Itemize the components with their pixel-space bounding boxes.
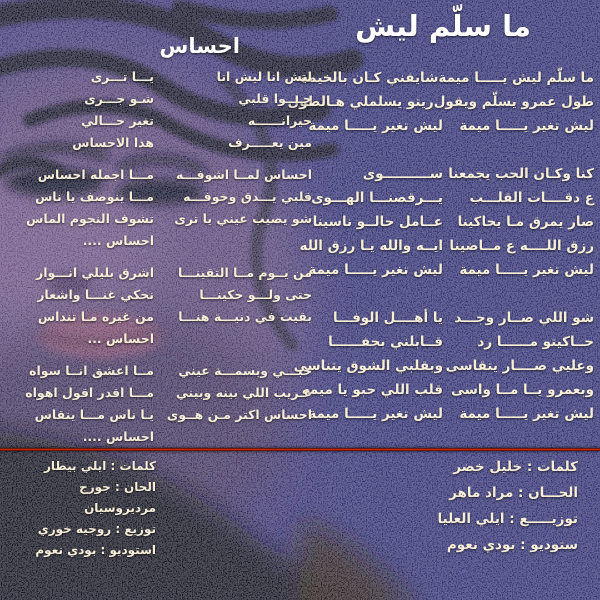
verse-row (292, 114, 594, 138)
verse-row (292, 210, 594, 234)
verse-second-half: نحكي غنـــا واشعار (37, 287, 154, 302)
verse-row (8, 328, 312, 350)
verse-second-half: مـــا اجمله احساس (37, 167, 154, 182)
credit-line: كلمات : ايلي بيطار (44, 459, 156, 473)
verse-second-half: شايفني كـان بالخيمة (299, 70, 439, 86)
song-ma-sallam-leish (287, 8, 594, 450)
verse-second-half: ليش تغير يـــــا ميمة (308, 406, 443, 422)
verse-row (8, 208, 312, 230)
verse-second-half: ايــه والله يـا رزق الله (299, 238, 443, 254)
verse-row (287, 90, 594, 114)
verse-row (292, 186, 594, 210)
credit-line: كلمات : خليل خضر (453, 459, 578, 475)
verse-first-half: شو اللي صــار وجـــد (454, 310, 594, 326)
verse-row (8, 284, 312, 306)
verse-row (8, 164, 312, 186)
verse-row (8, 382, 312, 404)
stanza (8, 262, 312, 350)
verse-first-half (154, 426, 312, 448)
stanza (8, 164, 312, 252)
verse-row (8, 360, 312, 382)
stanza (8, 66, 312, 154)
verse-row (8, 132, 312, 154)
verse-first-half: ع دقــــات القلـــب (469, 190, 594, 206)
verse-second-half: تشوف النجوم الماس (26, 211, 154, 226)
verse-first-half: غـريب اللي بينه وبيني (175, 385, 312, 400)
verse-row (8, 66, 312, 88)
verse-second-half: من غيره مـا تنداس (37, 309, 154, 324)
lyrics-ma-sallam-leish (287, 66, 594, 426)
credit-line: توزيع : روجيه خوري (37, 522, 156, 536)
stanza (292, 306, 594, 426)
verse-second-half: هذا الاحساس (72, 135, 154, 150)
verse-second-half: يـا ناس مـــا ينقاس (34, 407, 154, 422)
verse-first-half: احساس اكتر مـن هــوى (166, 407, 312, 422)
verse-first-half: ما سلّم ليش يـــــا ميمة (438, 70, 594, 86)
verse-first-half: حتى ولـــو حكينـــا (199, 287, 312, 302)
verse-first-half: وعليي صــــار يتقاسى (445, 358, 594, 374)
verse-first-half: شو يصيب عيني يا ترى (174, 211, 312, 226)
verse-first-half: طول عمرو يسلّم ويقول (433, 94, 594, 110)
verse-second-half: ليش تغير يـــــا ميمة (308, 262, 443, 278)
verse-second-half: مـــا اقدر اقول اهواه (25, 385, 154, 400)
verse-first-half: من يــوم مــا التقينـــا (177, 265, 312, 280)
verse-second-half: مــا اعشق انــا سواه (29, 363, 154, 378)
verse-first-half (154, 230, 312, 252)
verse-row (292, 354, 594, 378)
song-ihsas (8, 34, 312, 458)
credits-ihsas (4, 456, 156, 561)
verse-row (8, 186, 312, 208)
verse-row (8, 426, 312, 448)
verse-second-half: مـــا ينوصف يا ناس (35, 189, 154, 204)
verse-row (292, 402, 594, 426)
credits-ma-sallam-leish (358, 454, 578, 558)
verse-row (8, 110, 312, 132)
stanza (8, 360, 312, 448)
credit-line: الحان : جورج مرديروسيان (79, 480, 156, 515)
verse-first-half: ليش تغير يـــــا ميمة (459, 118, 594, 134)
verse-second-half: ليش تغير يـــــا ميمة (308, 118, 443, 134)
red-divider-line (0, 448, 600, 451)
song-title-ihsas: احساس (159, 34, 240, 58)
verse-row (8, 404, 312, 426)
stanza (292, 162, 594, 282)
verse-first-half: حــاكيتو مــــــا رد (477, 334, 594, 350)
verse-first-half: مين يعـــــرف (228, 135, 312, 150)
verse-second-half: يا أهــــل الوفـــا (333, 310, 443, 326)
verse-first-half: حبـــي وبسمـــة عيني (178, 363, 312, 378)
verse-row (292, 162, 594, 186)
credit-line: ستوديو : بودي نعوم (446, 537, 578, 553)
verse-first-half: حيرانــــــه (247, 113, 312, 128)
credit-line: الحـــان : مراد ماهر (449, 485, 578, 501)
verse-first-half: ليش انا ليش انا (216, 69, 312, 84)
verse-row (292, 66, 594, 90)
verse-second-half: قلب اللي حبو يا ميمه (301, 382, 443, 398)
verse-second-half: قــابلني بجفــــــا (328, 334, 443, 350)
verse-first-half: احساس لمــا اشوفـــه (176, 167, 312, 182)
verse-first-half: كنا وكـان الحب يجمعنا (448, 166, 594, 182)
verse-first-half: قلبي يـــدق وخوفـــه (183, 189, 312, 204)
verse-row (292, 306, 594, 330)
verse-first-half: ليش تغير يـــــا ميمة (459, 406, 594, 422)
verse-first-half: وبعمرو يــا مــا واسى (451, 382, 594, 398)
verse-second-half: شـو جـــرى (84, 91, 154, 106)
song-title-ma-sallam-leish: ما سلّم ليش (355, 9, 531, 43)
verse-row (8, 88, 312, 110)
verse-row (292, 330, 594, 354)
verse-second-half: ريتو يسلملي هـالطول (287, 94, 434, 110)
verse-row (292, 378, 594, 402)
verse-first-half (154, 328, 312, 350)
verse-row (8, 230, 312, 252)
verse-first-half: بقيت في دنيـــة هنـــا (178, 309, 312, 324)
verse-second-half: عــامل حالــو ناسينا (312, 214, 443, 230)
verse-second-half: يـــرقصنـــا الهـــوى (311, 190, 443, 206)
verse-row (8, 306, 312, 328)
verse-second-half: احساس .... (82, 429, 154, 444)
verse-second-half: تغير حـــالي (81, 113, 154, 128)
verse-second-half: اشرق بليلي انـــوار (36, 265, 154, 280)
verse-second-half: احساس ... (87, 331, 154, 346)
verse-row (292, 258, 594, 282)
verse-first-half: جــــوا قلبي (238, 91, 312, 106)
verse-first-half: صار يمرق مـا يحاكينا (457, 214, 594, 230)
verse-row (8, 262, 312, 284)
verse-second-half: احساس .... (82, 233, 154, 248)
credit-line: استوديو : بودي نعوم (35, 543, 156, 557)
credit-line: توزيـــــع : ايلي العليا (437, 511, 578, 527)
verse-first-half: ليش تغير يـــــا ميمة (459, 262, 594, 278)
verse-second-half: ســــــــــوى (362, 166, 443, 182)
verse-second-half: يـــا تـــرى (90, 69, 154, 84)
verse-row (292, 234, 594, 258)
stanza (287, 66, 594, 138)
lyrics-ihsas (8, 66, 312, 448)
verse-first-half: رزق اللــــه ع مــاضينا (449, 238, 594, 254)
verse-second-half: وبقلبي الشوق يتناسى (293, 358, 443, 374)
